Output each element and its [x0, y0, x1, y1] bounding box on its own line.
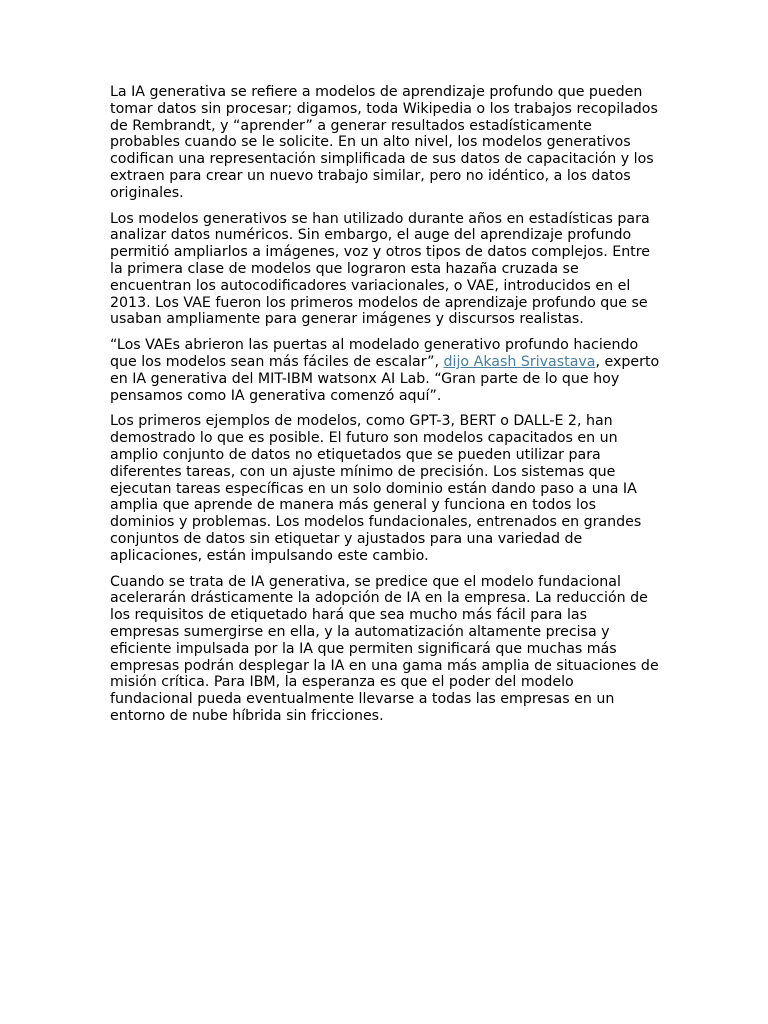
quote-text-after: , experto en IA generativa del MIT-IBM watsonx AI Lab. “Gran parte de lo que hoy pensamos como IA generativa comenzó aquí”. — [110, 353, 660, 404]
quote-text-before: “Los VAEs abrieron las puertas al modelado generativo profundo haciendo que los modelos sean más fáciles de escalar”, — [110, 337, 639, 370]
paragraph-quote — [110, 337, 660, 404]
paragraph-examples: Los primeros ejemplos de modelos, como GPT-3, BERT o DALL-E 2, han demostrado lo que es posible. El futuro son modelos capacitados en un amplio conjunto de datos no etiquetados que se pueden utilizar para diferentes tareas, con un ajuste mínimo de precisión. Los sistemas que ejecutan tareas específicas en un solo dominio están dando paso a una IA amplia que aprende de manera más general y funciona en todos los dominios y problemas. Los modelos fundacionales, entrenados en grandes conjuntos de datos sin etiquetar y ajustados para una variedad de aplicaciones, están impulsando este cambio. — [110, 413, 642, 564]
document-page — [110, 84, 660, 734]
paragraph-history: Los modelos generativos se han utilizado durante años en estadísticas para analizar datos numéricos. Sin embargo, el auge del aprendizaje profundo permitió ampliarlos a imágenes, voz y otros tipos de datos complejos. Entre la primera clase de modelos que lograron esta hazaña cruzada se encuentran los autocodificadores variacionales, o VAE, introducidos en el 2013. Los VAE fueron los primeros modelos de aprendizaje profundo que se usaban ampliamente para generar imágenes y discursos realistas. — [110, 210, 650, 328]
akash-srivastava-link[interactable]: dijo Akash Srivastava — [443, 353, 596, 370]
paragraph-intro: La IA generativa se refiere a modelos de aprendizaje profundo que pueden tomar datos sin procesar; digamos, toda Wikipedia o los trabajos recopilados de Rembrandt, y “aprender” a generar resultados estadísticamente probables cuando se le solicite. En un alto nivel, los modelos generativos codifican una representación simplificada de sus datos de capacitación y los extraen para crear un nuevo trabajo similar, pero no idéntico, a los datos originales. — [110, 84, 658, 201]
paragraph-enterprise: Cuando se trata de IA generativa, se predice que el modelo fundacional acelerarán drásticamente la adopción de IA en la empresa. La reducción de los requisitos de etiquetado hará que sea mucho más fácil para las empresas sumergirse en ella, y la automatización altamente precisa y eficiente impulsada por la IA que permiten significará que muchas más empresas podrán desplegar la IA en una gama más amplia de situaciones de misión crítica. Para IBM, la esperanza es que el poder del modelo fundacional pueda eventualmente llevarse a todas las empresas en un entorno de nube híbrida sin fricciones. — [110, 573, 659, 724]
